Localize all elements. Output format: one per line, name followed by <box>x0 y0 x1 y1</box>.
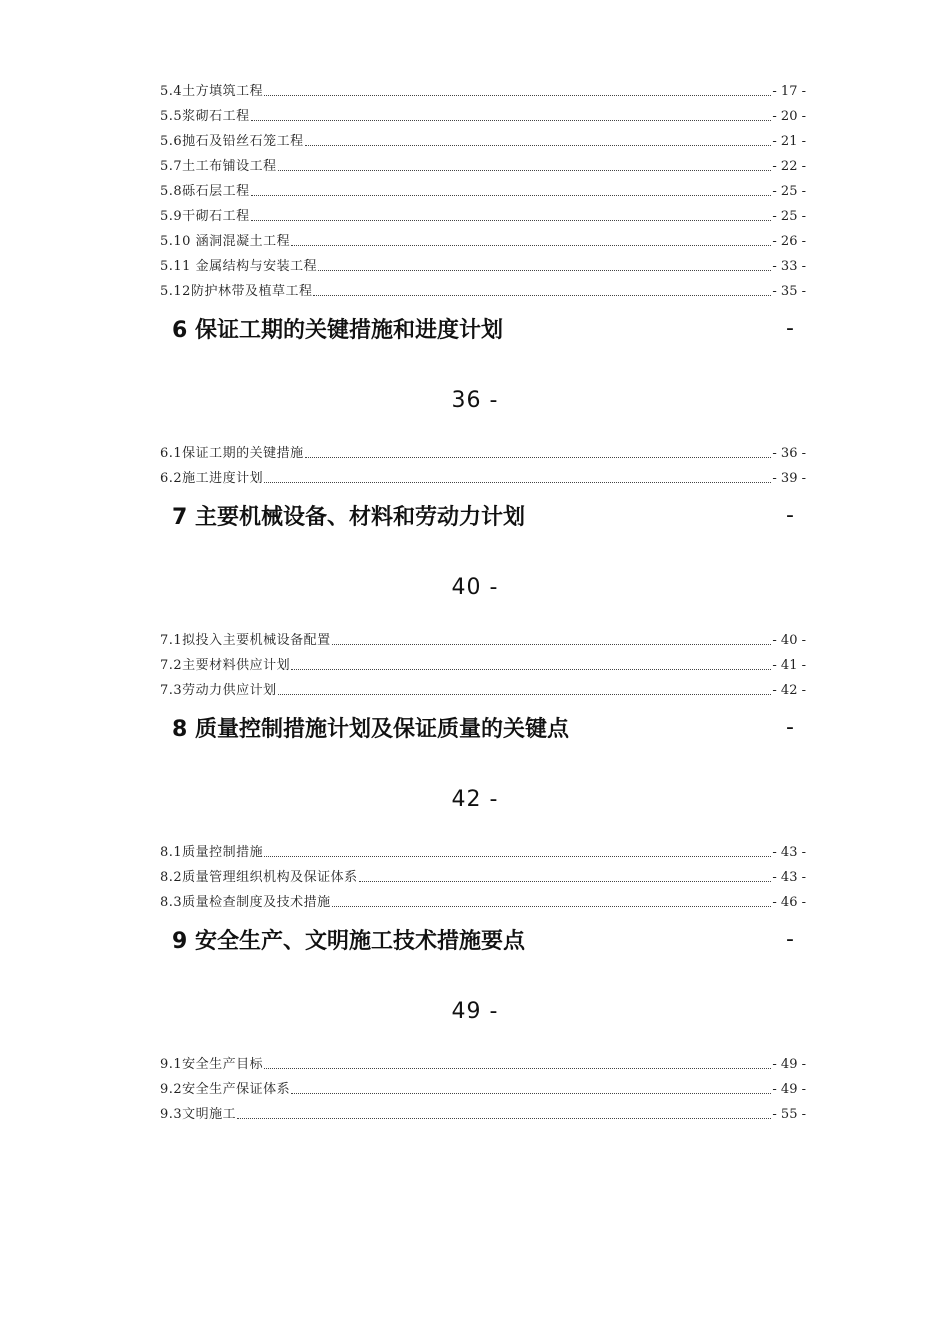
toc-entry-label: 9.2安全生产保证体系 <box>160 1082 291 1097</box>
chapter-dash: - <box>786 714 794 740</box>
toc-entry-5-6[interactable] <box>160 130 806 150</box>
dot-leader <box>332 644 772 645</box>
toc-chapter-7[interactable] <box>172 500 794 530</box>
chapter-page-number: 36 - <box>451 388 499 413</box>
toc-entry-label: 9.1安全生产目标 <box>160 1057 264 1072</box>
toc-entry-label: 9.3文明施工 <box>160 1107 237 1122</box>
toc-entry-label: 8.2质量管理组织机构及保证体系 <box>160 870 358 885</box>
chapter-page-number: 40 - <box>451 575 499 600</box>
chapter-title: 7 主要机械设备、材料和劳动力计划 <box>172 504 525 530</box>
toc-entry-page: - 46 - <box>772 895 806 910</box>
toc-entry-page: - 40 - <box>772 633 806 648</box>
toc-entry-label: 8.1质量控制措施 <box>160 845 264 860</box>
chapter-title: 8 质量控制措施计划及保证质量的关键点 <box>172 716 569 742</box>
dot-leader <box>318 270 771 271</box>
toc-entry-8-1[interactable] <box>160 841 806 861</box>
chapter-dash: - <box>786 502 794 528</box>
toc-entry-5-12[interactable] <box>160 280 806 300</box>
toc-entry-page: - 43 - <box>772 870 806 885</box>
toc-entry-5-5[interactable] <box>160 105 806 125</box>
chapter-dash: - <box>786 315 794 341</box>
toc-entry-page: - 42 - <box>772 683 806 698</box>
dot-leader <box>251 120 772 121</box>
toc-entry-8-2[interactable] <box>160 866 806 886</box>
toc-entry-5-8[interactable] <box>160 180 806 200</box>
toc-entry-5-4[interactable] <box>160 80 806 100</box>
toc-entry-7-2[interactable] <box>160 654 806 674</box>
toc-entry-label: 8.3质量检查制度及技术措施 <box>160 895 331 910</box>
toc-chapter-8[interactable] <box>172 712 794 742</box>
chapter-dash: - <box>786 926 794 952</box>
toc-entry-page: - 21 - <box>772 134 806 149</box>
toc-entry-9-1[interactable] <box>160 1053 806 1073</box>
dot-leader <box>264 95 771 96</box>
toc-entry-label: 5.5浆砌石工程 <box>160 109 250 124</box>
dot-leader <box>264 1068 771 1069</box>
chapter-page-number: 42 - <box>451 787 499 812</box>
dot-leader <box>305 457 772 458</box>
toc-entry-label: 5.7土工布铺设工程 <box>160 159 277 174</box>
dot-leader <box>359 881 772 882</box>
toc-entry-page: - 36 - <box>772 446 806 461</box>
toc-entry-9-3[interactable] <box>160 1103 806 1123</box>
toc-entry-page: - 43 - <box>772 845 806 860</box>
dot-leader <box>291 669 771 670</box>
toc-entry-page: - 22 - <box>772 159 806 174</box>
dot-leader <box>264 856 771 857</box>
toc-entry-page: - 41 - <box>772 658 806 673</box>
toc-entry-5-10[interactable] <box>160 230 806 250</box>
toc-entry-label: 7.1拟投入主要机械设备配置 <box>160 633 331 648</box>
toc-entry-label: 6.2施工进度计划 <box>160 471 264 486</box>
toc-entry-label: 5.11 金属结构与安装工程 <box>160 259 318 274</box>
dot-leader <box>278 170 772 171</box>
toc-entry-label: 5.9干砌石工程 <box>160 209 250 224</box>
dot-leader <box>251 220 772 221</box>
toc-entry-label: 5.10 涵洞混凝土工程 <box>160 234 291 249</box>
toc-entry-page: - 25 - <box>772 184 806 199</box>
toc-entry-label: 5.12防护林带及植草工程 <box>160 284 313 299</box>
toc-entry-label: 5.6抛石及铅丝石笼工程 <box>160 134 304 149</box>
toc-entry-5-11[interactable] <box>160 255 806 275</box>
toc-entry-9-2[interactable] <box>160 1078 806 1098</box>
toc-entry-page: - 35 - <box>772 284 806 299</box>
chapter-title: 6 保证工期的关键措施和进度计划 <box>172 317 503 343</box>
toc-entry-6-2[interactable] <box>160 467 806 487</box>
toc-entry-page: - 55 - <box>772 1107 806 1122</box>
dot-leader <box>332 906 772 907</box>
dot-leader <box>291 245 771 246</box>
toc-entry-page: - 26 - <box>772 234 806 249</box>
toc-entry-label: 7.2主要材料供应计划 <box>160 658 291 673</box>
dot-leader <box>237 1118 771 1119</box>
dot-leader <box>305 145 772 146</box>
toc-entry-5-9[interactable] <box>160 205 806 225</box>
dot-leader <box>264 482 771 483</box>
toc-entry-label: 7.3劳动力供应计划 <box>160 683 277 698</box>
dot-leader <box>313 295 771 296</box>
toc-entry-7-1[interactable] <box>160 629 806 649</box>
dot-leader <box>251 195 772 196</box>
toc-entry-page: - 17 - <box>772 84 806 99</box>
toc-entry-8-3[interactable] <box>160 891 806 911</box>
toc-chapter-6[interactable] <box>172 313 794 343</box>
toc-entry-label: 6.1保证工期的关键措施 <box>160 446 304 461</box>
toc-entry-label: 5.8砾石层工程 <box>160 184 250 199</box>
toc-entry-page: - 49 - <box>772 1057 806 1072</box>
toc-entry-6-1[interactable] <box>160 442 806 462</box>
chapter-page-number: 49 - <box>451 999 499 1024</box>
toc-entry-page: - 49 - <box>772 1082 806 1097</box>
toc-chapter-9[interactable] <box>172 924 794 954</box>
toc-entry-label: 5.4土方填筑工程 <box>160 84 264 99</box>
dot-leader <box>278 694 772 695</box>
toc-entry-page: - 33 - <box>772 259 806 274</box>
toc-entry-page: - 25 - <box>772 209 806 224</box>
dot-leader <box>291 1093 771 1094</box>
toc-entry-page: - 20 - <box>772 109 806 124</box>
toc-entry-7-3[interactable] <box>160 679 806 699</box>
toc-entry-5-7[interactable] <box>160 155 806 175</box>
chapter-title: 9 安全生产、文明施工技术措施要点 <box>172 928 525 954</box>
toc-entry-page: - 39 - <box>772 471 806 486</box>
